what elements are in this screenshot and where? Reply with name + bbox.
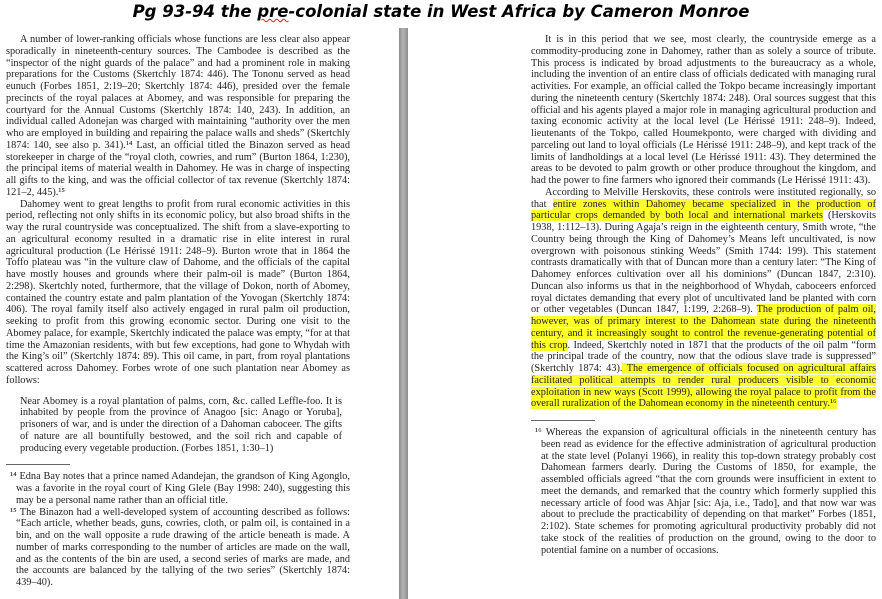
footnote-rule [531, 420, 595, 421]
misspelling-underline: pre [257, 2, 289, 21]
left-paragraph-2: Dahomey went to great lengths to profit from rural economic activities in this period, reflecting not only shifts in its economic policy, but also broad shifts in the way the rural countryside was conceptualized. The shift from a slave-exporting to an agricultural economy resulted in a dramatic rise in elite interest in rural agricultural production (Le Hérissé 1911: 248–9). Burton wrote that in 1864 the Toffo plateau was “in the vulture claw of Dahome, and the officials of the capital have mostly houses and grounds where their palm-oil is made” (Burton 1864, 2:298). Skertchly noted, furthermore, that the village of Dokon, north of Abomey, contained the country estate and palm plantation of the Yovogan (Skertchly 1874: 406). The royal family itself also actively engaged in rural palm oil production, seeking to profit from this growing economic sector. During one visit to the Abomey palace, for example, Skertchly indicated the palace was empty, “for at that time the Amazonian residents, with but few exceptions, had gone to Whydah with the King’s oil” (Skertchly 1874: 89). This oil came, in part, from royal plantations scattered across Dahomey. Forbes wrote of one such plantation near Abomey as follows: [6, 198, 350, 386]
highlight-3: The emergence of officials focused on agricultural affairs facilitated political attempts to render rural producers visible to economic exploitation in new ways (Scott 1999), allowing the royal palace to profit from the overall ruralization of the Dahomean economy in the nineteenth century.¹⁶ [531, 363, 876, 410]
right-paragraph-1: It is in this period that we see, most clearly, the countryside emerge as a commodity-producing zone in Dahomey, rather than as solely a source of tribute. This process is indicated by broad adjustments to the bureaucracy as a whole, including the invention of an entire class of officials dedicated with managing rural activities. For example, an official called the Tokpo became increasingly important during the nineteenth century (Skertchly 1874: 248). Oral sources suggest that this official and his agents played a major role in managing agricultural production and taxing economic activity at the local level (Le Hérissé 1911: 248–9). Indeed, lieutenants of the Tokpo, called Houmekponto, were charged with dividing and parceling out land to loyal officials (Le Hérissé 1911: 248–9), and kept track of the limits of landholdings at a local level (Le Hérissé 1911: 43). They determined the areas to be devoted to palm growth or other produce throughout the kingdom, and had the power to fine farmers who ignored their commands (Le Hérissé 1911: 43). [531, 34, 876, 186]
right-page-column [531, 34, 876, 556]
footnote-rule [6, 464, 70, 465]
page-title: Pg 93-94 the pre-colonial state in West Africa by Cameron Monroe [132, 2, 750, 21]
footnote-14: ¹⁴ Edna Bay notes that a prince named Adandejan, the grandson of King Agonglo, was a favorite in the royal court of King Glele (Bay 1998: 240), suggesting this may be a personal name rather than an official title. [10, 471, 350, 506]
highlight-2: The production of palm oil, however, was of primary interest to the Dahomean state during the nineteenth century, and it increasingly sought to control the revenue-generating potential of this crop [531, 304, 876, 351]
footnote-16: ¹⁶ Whereas the expansion of agricultural officials in the nineteenth century has been read as evidence for the effective administration of agricultural production at the state level (Polanyi 1966), in reality this top-down strategy probably cost Dahomean farmers dearly. During the Customs of 1850, for example, the assembled officials agreed “that the corn grounds were insufficient in extent to meet the demands, and remarked that the country which formerly supplied this necessary article of food was Ahjar [sic: Aja, i.e., Tado], and that now war was about to preclude the practicability of depending on that market” Forbes (1851, 2:102). State schemes for promoting agricultural productivity probably did not take stock of the realities of production on the ground, owing to the door to potential famine on a number of occasions. [535, 427, 876, 556]
right-paragraph-2: According to Melville Herskovits, these controls were instituted regionally, so that entire zones within Dahomey became specialized in the production of particular crops demanded by both local and international markets (Herskovits 1938, 1:112–13). During Agaja’s reign in the eighteenth century, Smith wrote, “the Country being through the King of Dahomey’s Means left uncultivated, is now overgrown with poisonous stinking Weeds” (Smith 1744: 199). This statement contrasts dramatically with that of Duncan more than a century later: “The King of Dahomey enforces cultivation over all his dominions” (Duncan 1847, 2:310). Duncan also informs us that in the neighborhood of Whydah, caboceers enforced royal dictates demanding that every plot of uncultivated land be planted with corn or other vegetables (Duncan 1847, 1:199, 2:268–9). The production of palm oil, however, was of primary interest to the Dahomean state during the nineteenth century, and it increasingly sought to control the revenue-generating potential of this crop. Indeed, Skertchly noted in 1871 that the products of the oil palm “form the principal trade of the country, now that the odious slave trade is suppressed” (Skertchly 1874: 43). The emergence of officials focused on agricultural affairs facilitated political attempts to render rural producers visible to economic exploitation in new ways (Scott 1999), allowing the royal palace to profit from the overall ruralization of the Dahomean economy in the nineteenth century.¹⁶ [531, 186, 876, 410]
footnote-15: ¹⁵ The Binazon had a well-developed system of accounting described as follows: “Each article, whether beads, guns, cowries, cloth, or palm oil, is contained in a bin, and on the wall opposite a rude drawing of the article beneath is made. A number of marks corresponding to the number of articles are made on the wall, and as the contents of the bin are used, a second series of marks are made, and the accounts are balanced by the tallying of the two series” (Skertchly 1874: 439–40). [10, 506, 350, 588]
left-paragraph-1: A number of lower-ranking officials whose functions are less clear also appear sporadically in nineteenth-century sources. The Cambodee is described as the “inspector of the night guards of the palace” and had a prominent role in making preparations for the Customs (Skertchly 1874: 446). The Tononu served as head eunuch (Forbes 1851, 2:19–20; Skertchly 1874: 446), presided over the female precincts of the royal palaces at Abomey, and was responsible for preparing the courtyard for the Annual Customs (Skertchly 1874: 140, 243). In addition, an individual called Adonejan was charged with maintaining “authority over the men who are employed in building and repairing the palace walls and sheds” (Skertchly 1874: 140, see also p. 341).¹⁴ Last, an official titled the Binazon served as head storekeeper in charge of the “royal cloth, cowries, and rum” (Burton 1864, 1:230), the principal items of material wealth in Dahomey. He was in charge of inspecting all gifts to the king, and was the official collector of tax revenue (Skertchly 1874: 121–2, 445).¹⁵ [6, 34, 350, 198]
left-page-column [6, 34, 350, 589]
page-gutter [399, 28, 408, 599]
block-quote: Near Abomey is a royal plantation of palms, corn, &c. called Leffle-foo. It is inhabited by people from the province of Anagoo [sic: Anago or Yoruba], prisoners of war, and is under the direction of a Dahoman caboceer. The gifts of nature are all bountifully bestowed, and the soil rich and capable of producing every vegetable production. (Forbes 1851, 1:30–1) [20, 395, 342, 454]
highlight-1: entire zones within Dahomey became specialized in the production of particular crops demanded by both local and international markets [531, 198, 876, 222]
